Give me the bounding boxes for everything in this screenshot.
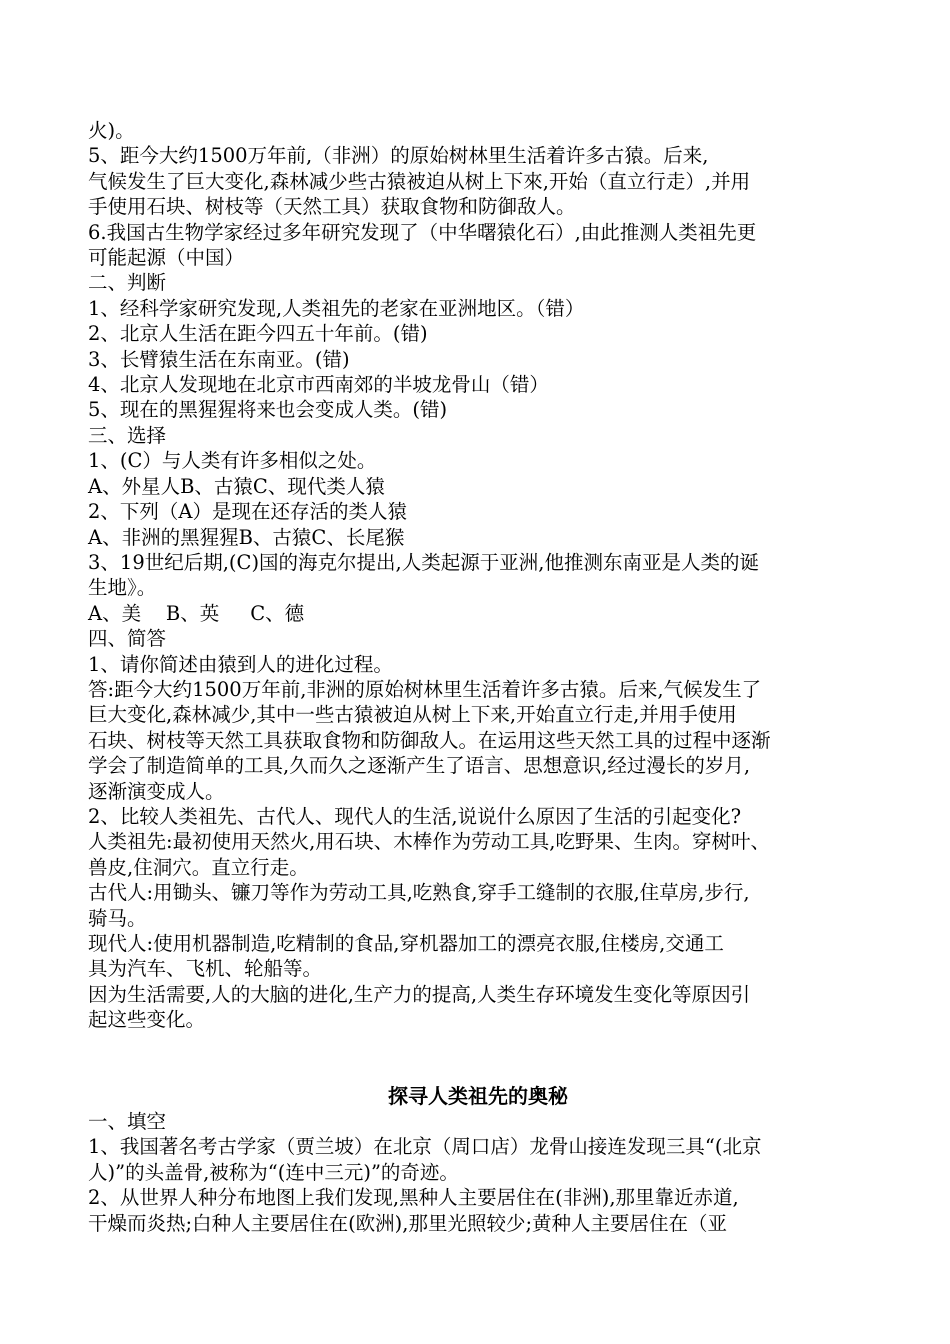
text-line: 5、现在的黑猩猩将来也会变成人类。(错): [88, 398, 448, 422]
text-line: 火)。: [88, 119, 135, 142]
text-line: 具为汽车、飞机、轮船等。: [88, 957, 323, 981]
text-line: 2、下列（A）是现在还存活的类人猿: [88, 500, 407, 524]
text-line: 3、19世纪后期,(C)国的海克尔提出,人类起源于亚洲,他推测东南亚是人类的诞: [88, 550, 759, 574]
text-line: 干燥而炎热;白种人主要居住在(欧洲),那里光照较少;黄种人主要居住在（亚: [88, 1211, 728, 1235]
text-line: 气候发生了巨大变化,森林减少些古猿被迫从树上下來,开始（直立行走）,并用: [88, 169, 751, 193]
text-line: 可能起源（中国）: [88, 246, 245, 270]
text-line: 兽皮,住洞穴。直立行走。: [88, 855, 309, 879]
section-heading: 三、选择: [88, 423, 167, 447]
text-line: 巨大变化,森林减少,其中一些古猿被迫从树上下来,开始直立行走,并用手使用: [88, 703, 737, 727]
text-line: 学会了制造简单的工具,久而久之逐渐产生了语言、思想意识,经过漫长的岁月,: [88, 754, 751, 778]
text-line: 1、(C）与人类有许多相似之处。: [88, 449, 377, 473]
text-line: 2、比较人类祖先、古代人、现代人的生活,说说什么原因了生活的引起变化?: [88, 804, 742, 828]
document-page: [88, 118, 868, 1236]
text-line: 因为生活需要,人的大脑的进化,生产力的提高,人类生存环境发生变化等原因引: [88, 982, 751, 1006]
section-heading: 二、判断: [88, 271, 167, 295]
text-line: 1、我国著名考古学家（贾兰坡）在北京（周口店）龙骨山接连发现三具“(北京: [88, 1135, 762, 1159]
text-line: 2、从世界人种分布地图上我们发现,黑种人主要居住在(非洲),那里靠近赤道,: [88, 1186, 739, 1210]
part1-text: [88, 118, 868, 1033]
text-line: 答:距今大约1500万年前,非洲的原始树林里生活着许多古猿。后来,气候发生了: [88, 677, 762, 701]
text-line: 起这些变化。: [88, 1008, 206, 1032]
text-line: 现代人:使用机器制造,吃精制的食品,穿机器加工的漂亮衣服,住楼房,交通工: [88, 932, 724, 955]
section-heading: 四、简答: [88, 627, 167, 651]
text-line: 5、距今大约1500万年前,（非洲）的原始树林里生活着许多古猿。后来,: [88, 144, 709, 168]
section-heading: 一、填空: [88, 1110, 167, 1134]
section-title: 探寻人类祖先的奥秘: [388, 1083, 568, 1108]
text-line: 2、北京人生活在距今四五十年前。(错): [88, 322, 428, 346]
section-spacer: [88, 1033, 868, 1084]
text-line: 古代人:用锄头、镰刀等作为劳动工具,吃熟食,穿手工缝制的衣服,住草房,步行,: [88, 881, 750, 905]
text-line: 6.我国古生物学家经过多年研究发现了（中华曙猿化石）,由此推测人类祖先更: [88, 220, 757, 244]
text-line: 4、北京人发现地在北京市西南郊的半坡龙骨山（错）: [88, 373, 549, 397]
text-line: 骑马。: [88, 906, 147, 930]
text-line: 生地》。: [88, 576, 157, 600]
text-line: 手使用石块、树枝等（天然工具）获取食物和防御敌人。: [88, 195, 576, 219]
text-line: 石块、树枝等天然工具获取食物和防御敌人。在运用这些天然工具的过程中逐渐: [88, 728, 771, 752]
part2-text: [88, 1109, 868, 1236]
text-line: 1、经科学家研究发现,人类祖先的老家在亚洲地区。（错）: [88, 296, 585, 320]
text-line: A、美 B、英 C、德: [88, 601, 305, 625]
text-line: A、外星人B、古猿C、现代类人猿: [88, 474, 385, 498]
text-line: 逐渐演变成人。: [88, 779, 225, 803]
text-line: 人类祖先:最初使用天然火,用石块、木棒作为劳动工具,吃野果、生肉。穿树叶、: [88, 830, 770, 854]
text-line: 3、长臂猿生活在东南亚。(错): [88, 347, 350, 371]
text-line: A、非洲的黑猩猩B、古猿C、长尾猴: [88, 525, 405, 549]
text-line: 人)”的头盖骨,被称为“(连中三元)”的奇迹。: [88, 1160, 459, 1184]
text-line: 1、请你简述由猿到人的进化过程。: [88, 652, 393, 676]
